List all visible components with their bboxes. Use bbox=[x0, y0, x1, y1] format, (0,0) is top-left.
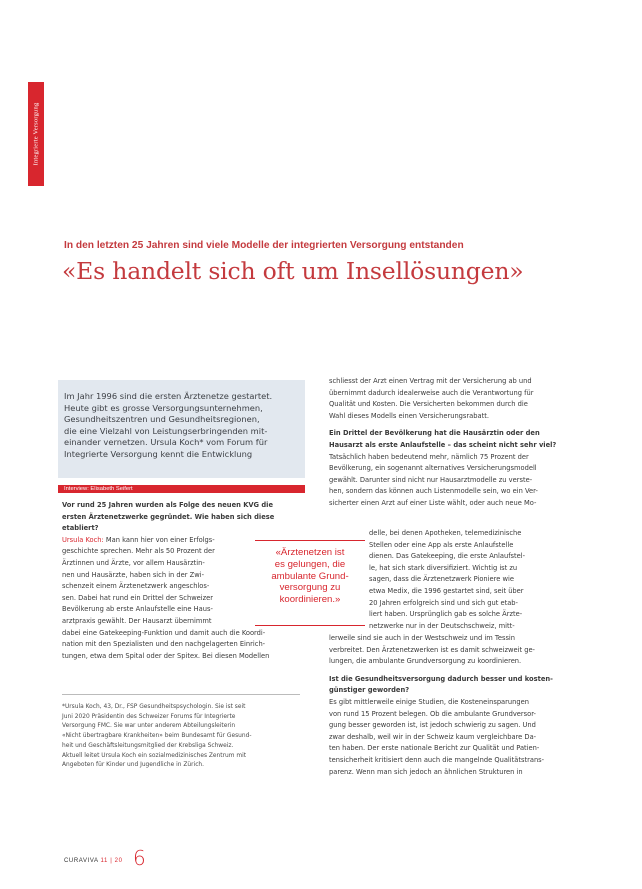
body-line: gewählt. Darunter sind nicht nur Hausarztmodelle zu verste- bbox=[329, 475, 533, 484]
body-line: Stellen oder eine App als erste Anlaufstelle bbox=[369, 540, 514, 549]
body-line: netzwerke nur in der Deutschschweiz, mitt- bbox=[369, 621, 515, 630]
footnote-line: «Nicht übertragbare Krankheiten» beim Bundesamt für Gesund- bbox=[62, 733, 252, 740]
body-line: sicherter einen Arzt auf einer Liste wählt, oder auch neue Mo- bbox=[329, 498, 537, 507]
body-line: Wahl dieses Modells einen Versicherungsrabatt. bbox=[329, 411, 489, 420]
body-line: 20 Jahren erfolgreich sind und sich gut etab- bbox=[369, 598, 518, 607]
answer-line: schenzeit einem Ärztenetzwerk angeschlos- bbox=[62, 582, 210, 591]
body-line: Es gibt mittlerweile einige Studien, die Kosteneinsparungen bbox=[329, 697, 529, 706]
body-line: Bevölkerung, ein sogenannt alternatives Versicherungsmodell bbox=[329, 464, 537, 473]
right-column-narrow bbox=[369, 528, 582, 632]
pull-quote-line: «Ärztenetzen ist bbox=[275, 547, 345, 558]
body-line: schliesst der Arzt einen Vertrag mit der Versicherung ab und bbox=[329, 377, 532, 385]
intro-line: Heute gibt es grosse Versorgungsunternehmen, bbox=[64, 402, 263, 413]
body-line: hen, sondern das können auch Listenmodelle sein, wo ein Ver- bbox=[329, 487, 538, 496]
body-line: ten haben. Der erste nationale Bericht zur Qualität und Patien- bbox=[329, 744, 540, 753]
body-line: sagen, dass die Ärztenetzwerk Pioniere wie bbox=[369, 575, 514, 584]
body-line: dienen. Das Gatekeeping, die erste Anlaufstel- bbox=[369, 552, 526, 561]
body-line: zwar deshalb, weil wir in der Schweiz kaum vergleichbare Da- bbox=[329, 732, 537, 741]
answer-line: dabei eine Gatekeeping-Funktion und damit auch die Koordi- bbox=[62, 628, 266, 637]
question-line: Hausarzt als erste Anlaufstelle – das scheint nicht sehr viel? bbox=[329, 440, 557, 449]
page-number: 6 bbox=[133, 846, 146, 870]
answer-line: Ärztinnen und Ärzte, vor allem Hausärztin- bbox=[62, 558, 205, 567]
footnote-line: Angeboten für Kinder und Jugendliche in Zürich. bbox=[62, 762, 205, 769]
pull-quote-line: koordinieren.» bbox=[279, 594, 341, 606]
answer-line: nation mit den Spezialisten und den nachgelagerten Einrich- bbox=[62, 640, 266, 649]
magazine-name: CURAVIVA bbox=[64, 858, 99, 864]
body-line: parenz. Wenn man sich jedoch an ähnlichen Strukturen in bbox=[329, 767, 523, 776]
body-line: gung besser geworden ist, ist jedoch schwierig zu sagen. Und bbox=[329, 721, 536, 730]
pull-quote-line: versorgung zu bbox=[279, 582, 341, 594]
intro-line: Gesundheitszentren und Gesundheitsregionen, bbox=[64, 414, 260, 424]
footnote bbox=[62, 703, 307, 771]
question-line: Ist die Gesundheitsversorgung dadurch besser und kosten- bbox=[329, 674, 553, 683]
body-line: delle, bei denen Apotheken, telemedizinische bbox=[369, 529, 522, 537]
intro-text bbox=[64, 391, 302, 460]
body-line: lerweile sind sie auch in der Westschweiz und im Tessin bbox=[329, 634, 516, 642]
footnote-line: Aktuell leitet Ursula Koch ein sozialmedizinisches Zentrum mit bbox=[62, 752, 247, 759]
answer-line: arztpraxis gewählt. Der Hausarzt übernimmt bbox=[62, 616, 212, 625]
body-line: liert haben. Ursprünglich gab es solche Ärzte- bbox=[369, 610, 523, 619]
question-line: etabliert? bbox=[62, 524, 99, 533]
body-line: tensicherheit kritisiert denn auch die mangelnde Qualitätstrans- bbox=[329, 755, 545, 764]
right-column-bottom bbox=[329, 633, 582, 778]
body-line: Qualität und Kosten. Die Versicherten bekommen durch die bbox=[329, 400, 528, 409]
body-line: übernimmt dadurch idealerweise auch die Verantwortung für bbox=[329, 388, 534, 397]
answer-line: Bevölkerung ab erste Anlaufstelle eine Haus- bbox=[62, 605, 213, 614]
pull-quote-line: es gelungen, die bbox=[274, 558, 346, 570]
byline-bar bbox=[58, 485, 305, 493]
pull-quote bbox=[255, 540, 365, 626]
intro-line: einander vernetzen. Ursula Koch* vom Forum für bbox=[64, 437, 268, 447]
right-column-top bbox=[329, 376, 582, 510]
answer-line: geschichte sprechen. Mehr als 50 Prozent der bbox=[62, 547, 215, 556]
footer-brand bbox=[64, 858, 123, 864]
footnote-line: Juni 2020 Präsidentin des Schweizer Forums für Integrierte bbox=[62, 713, 236, 720]
headline: «Es handelt sich oft um Insellösungen» bbox=[62, 257, 524, 285]
question-line: ersten Ärztenetzwerke gegründet. Wie haben sich diese bbox=[62, 512, 275, 521]
answer-line: tungen, etwa dem Spital oder der Spitex. Bei diesen Modellen bbox=[62, 651, 270, 660]
issue-number: 11 | 20 bbox=[100, 858, 123, 864]
answer-line: sen. Dabei hat rund ein Drittel der Schweizer bbox=[62, 593, 214, 602]
answer-line: nen und Hausärzte, haben sich in der Zwi- bbox=[62, 570, 204, 579]
byline: Interview: Elisabeth Seifert bbox=[64, 486, 133, 492]
question-line: Vor rund 25 Jahren wurden als Folge des neuen KVG die bbox=[62, 501, 273, 509]
body-line: etwa Medix, die 1996 gestartet sind, seit über bbox=[369, 586, 524, 595]
footnote-line: heit und Geschäftsleitungsmitglied der Krebsliga Schweiz. bbox=[62, 742, 234, 749]
pull-quote-line: ambulante Grund- bbox=[271, 570, 349, 582]
footnote-line: Versorgung FMC. Sie war unter anderem Abteilungsleiterin bbox=[62, 723, 236, 730]
kicker: In den letzten 25 Jahren sind viele Modelle der integrierten Versorgung entstanden bbox=[64, 240, 464, 251]
intro-line: Integrierte Versorgung kennt die Entwicklung bbox=[64, 448, 253, 459]
body-line: von rund 15 Prozent belegen. Ob die ambulante Grundversor- bbox=[329, 709, 536, 718]
body-line: lungen, die ambulante Grundversorgung zu koordinieren. bbox=[329, 657, 522, 666]
intro-line: die eine Vielzahl von Leistungserbringenden mit- bbox=[64, 425, 268, 436]
body-line: verbreitet. Den Ärztenetzwerken ist es damit schweizweit ge- bbox=[329, 645, 535, 654]
question-line: Ein Drittel der Bevölkerung hat die Hausärztin oder den bbox=[329, 429, 540, 438]
intro-line: Im Jahr 1996 sind die ersten Ärztenetze gestartet. bbox=[64, 391, 273, 401]
section-tab bbox=[28, 82, 44, 186]
footnote-rule bbox=[62, 694, 300, 695]
intro-box bbox=[58, 380, 305, 478]
footnote-line: *Ursula Koch, 43, Dr., FSP Gesundheitspsychologin. Sie ist seit bbox=[62, 704, 246, 710]
speaker-label: Ursula Koch: bbox=[62, 535, 104, 544]
body-line: le, hat sich stark diversifiziert. Wichtig ist zu bbox=[369, 563, 518, 572]
body-line: Tatsächlich haben bedeutend mehr, nämlich 75 Prozent der bbox=[329, 452, 529, 461]
answer-text: Man kann hier von einer Erfolgs- bbox=[103, 535, 215, 544]
section-tab-label: Integrierte Versorgung bbox=[32, 102, 40, 166]
question-line: günstiger geworden? bbox=[329, 686, 410, 695]
